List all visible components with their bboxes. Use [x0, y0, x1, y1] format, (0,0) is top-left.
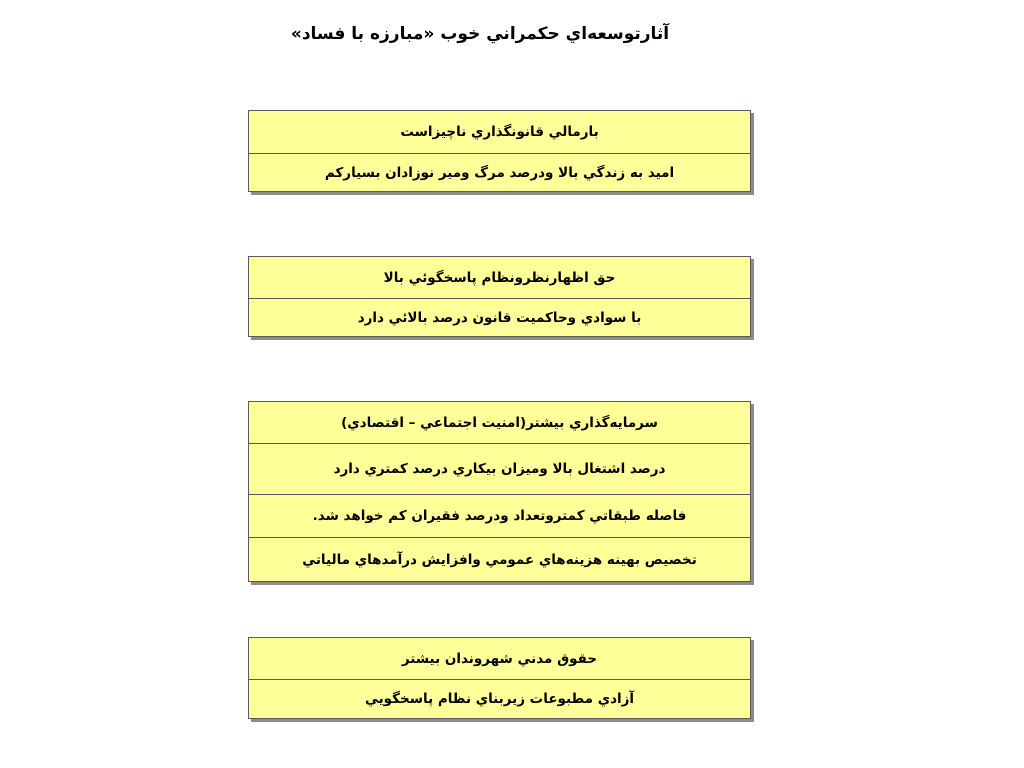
effect-item: بارمالي قانونگذاري ناچيزاست: [249, 111, 750, 154]
effect-item: با سوادي وحاكميت قانون درصد بالائي دارد: [357, 309, 642, 326]
effects-box-4: [248, 637, 751, 719]
effects-box-2: [248, 256, 751, 337]
effect-item: سرمايه‌گذاري بيشتر(امنيت اجتماعي – اقتصادي): [249, 402, 750, 444]
effect-item: آزادي مطبوعات زيربناي نظام پاسخگويي: [364, 691, 635, 707]
effect-item: حقوق مدني شهروندان بيشتر: [249, 638, 750, 680]
effect-item: حق اظهارنظرونظام پاسخگوئي بالا: [249, 257, 750, 299]
slide-title: آثارتوسعه‌اي حكمراني خوب «مبارزه با فساد»: [290, 24, 670, 44]
effect-item: تخصيص بهينه هزينه‌هاي عمومي وافزايش درآمدهاي مالياتي: [302, 551, 697, 568]
effect-item: فاصله طبقاتي كمتروتعداد ودرصد فقيران كم خواهد شد.: [249, 495, 750, 538]
effect-item: درصد اشتغال بالا وميزان بيكاري درصد كمتري دارد: [249, 444, 750, 495]
effects-box-1: [248, 110, 751, 192]
effects-box-3: [248, 401, 751, 582]
effect-item: اميد به زندگي بالا ودرصد مرگ ومير نوزادان بسياركم: [324, 164, 675, 181]
